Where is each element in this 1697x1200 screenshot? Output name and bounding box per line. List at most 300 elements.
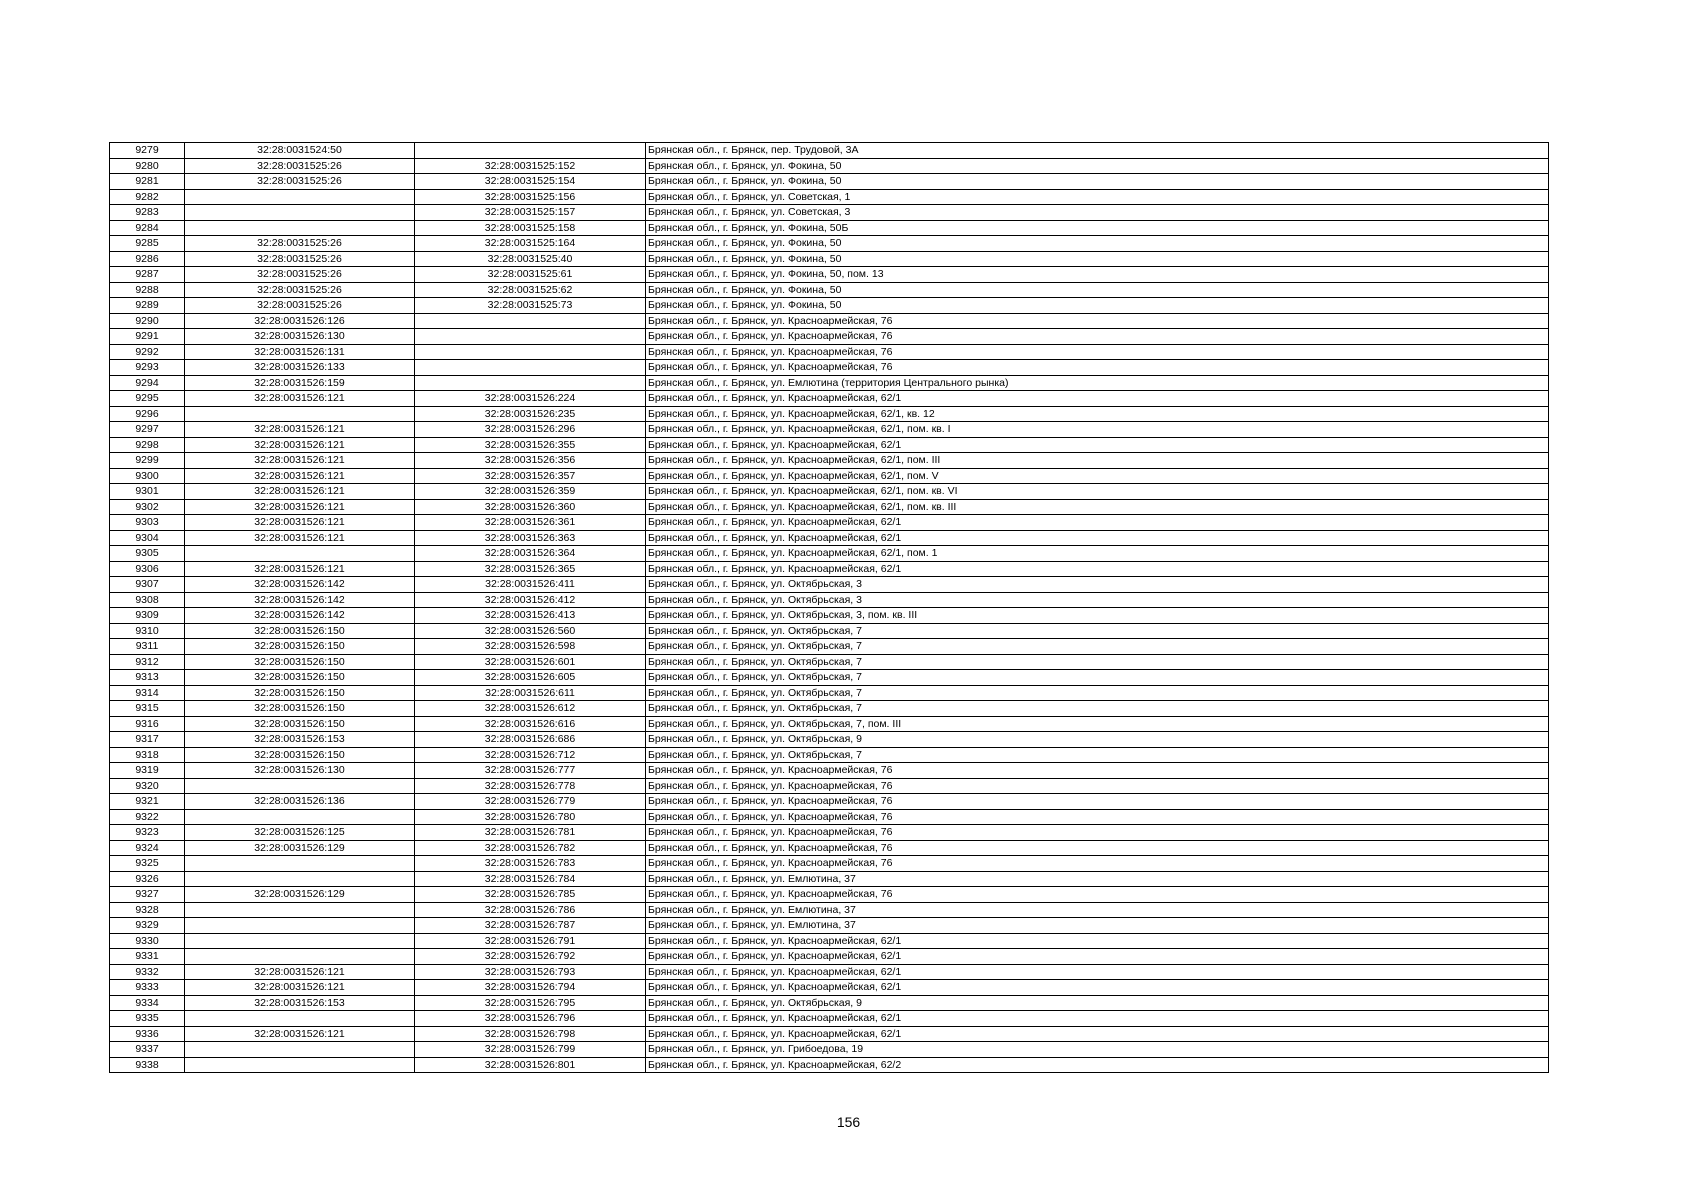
parent-cadastral-number-cell: 32:28:0031526:150 bbox=[185, 747, 415, 763]
table-row bbox=[110, 313, 1549, 329]
table-row bbox=[110, 158, 1549, 174]
table-row bbox=[110, 422, 1549, 438]
parent-cadastral-number-cell bbox=[185, 205, 415, 221]
address-cell: Брянская обл., г. Брянск, ул. Красноармейская, 76 bbox=[646, 329, 1549, 345]
address-cell: Брянская обл., г. Брянск, ул. Красноармейская, 62/1 bbox=[646, 515, 1549, 531]
table-row bbox=[110, 918, 1549, 934]
page-number: 156 bbox=[836, 1114, 861, 1130]
address-cell: Брянская обл., г. Брянск, ул. Октябрьская, 3, пом. кв. III bbox=[646, 608, 1549, 624]
address-cell: Брянская обл., г. Брянск, ул. Красноармейская, 76 bbox=[646, 825, 1549, 841]
table-row bbox=[110, 344, 1549, 360]
parent-cadastral-number-cell: 32:28:0031526:153 bbox=[185, 995, 415, 1011]
table-row bbox=[110, 995, 1549, 1011]
table-row bbox=[110, 251, 1549, 267]
address-cell: Брянская обл., г. Брянск, ул. Красноармейская, 62/2 bbox=[646, 1057, 1549, 1073]
cadastral-number-cell: 32:28:0031526:786 bbox=[415, 902, 646, 918]
cadastral-number-cell: 32:28:0031526:792 bbox=[415, 949, 646, 965]
parent-cadastral-number-cell: 32:28:0031526:125 bbox=[185, 825, 415, 841]
table-row bbox=[110, 499, 1549, 515]
row-number-cell: 9292 bbox=[110, 344, 185, 360]
table-row bbox=[110, 716, 1549, 732]
address-cell: Брянская обл., г. Брянск, ул. Октябрьская, 7 bbox=[646, 623, 1549, 639]
cadastral-number-cell: 32:28:0031526:616 bbox=[415, 716, 646, 732]
parent-cadastral-number-cell bbox=[185, 406, 415, 422]
cadastral-number-cell: 32:28:0031526:235 bbox=[415, 406, 646, 422]
row-number-cell: 9324 bbox=[110, 840, 185, 856]
cadastral-number-cell: 32:28:0031526:787 bbox=[415, 918, 646, 934]
address-cell: Брянская обл., г. Брянск, ул. Красноармейская, 62/1 bbox=[646, 391, 1549, 407]
cadastral-number-cell bbox=[415, 344, 646, 360]
row-number-cell: 9293 bbox=[110, 360, 185, 376]
row-number-cell: 9289 bbox=[110, 298, 185, 314]
row-number-cell: 9326 bbox=[110, 871, 185, 887]
cadastral-number-cell: 32:28:0031525:73 bbox=[415, 298, 646, 314]
row-number-cell: 9335 bbox=[110, 1011, 185, 1027]
parent-cadastral-number-cell: 32:28:0031526:150 bbox=[185, 623, 415, 639]
cadastral-number-cell: 32:28:0031526:780 bbox=[415, 809, 646, 825]
address-cell: Брянская обл., г. Брянск, ул. Красноармейская, 76 bbox=[646, 887, 1549, 903]
cadastral-number-cell: 32:28:0031525:156 bbox=[415, 189, 646, 205]
table-row bbox=[110, 282, 1549, 298]
row-number-cell: 9281 bbox=[110, 174, 185, 190]
parent-cadastral-number-cell: 32:28:0031526:121 bbox=[185, 561, 415, 577]
table-row bbox=[110, 143, 1549, 159]
parent-cadastral-number-cell: 32:28:0031526:130 bbox=[185, 329, 415, 345]
parent-cadastral-number-cell: 32:28:0031526:159 bbox=[185, 375, 415, 391]
parent-cadastral-number-cell: 32:28:0031526:142 bbox=[185, 608, 415, 624]
cadastral-number-cell: 32:28:0031526:798 bbox=[415, 1026, 646, 1042]
parent-cadastral-number-cell: 32:28:0031525:26 bbox=[185, 174, 415, 190]
parent-cadastral-number-cell: 32:28:0031525:26 bbox=[185, 158, 415, 174]
table-row bbox=[110, 329, 1549, 345]
row-number-cell: 9283 bbox=[110, 205, 185, 221]
row-number-cell: 9325 bbox=[110, 856, 185, 872]
parent-cadastral-number-cell: 32:28:0031526:121 bbox=[185, 391, 415, 407]
row-number-cell: 9334 bbox=[110, 995, 185, 1011]
cadastral-number-cell: 32:28:0031526:686 bbox=[415, 732, 646, 748]
row-number-cell: 9306 bbox=[110, 561, 185, 577]
row-number-cell: 9320 bbox=[110, 778, 185, 794]
address-cell: Брянская обл., г. Брянск, ул. Октябрьская, 7 bbox=[646, 685, 1549, 701]
cadastral-number-cell: 32:28:0031526:791 bbox=[415, 933, 646, 949]
row-number-cell: 9282 bbox=[110, 189, 185, 205]
address-cell: Брянская обл., г. Брянск, ул. Фокина, 50, пом. 13 bbox=[646, 267, 1549, 283]
parent-cadastral-number-cell: 32:28:0031525:26 bbox=[185, 236, 415, 252]
table-row bbox=[110, 840, 1549, 856]
address-cell: Брянская обл., г. Брянск, ул. Красноармейская, 62/1 bbox=[646, 1011, 1549, 1027]
table-row bbox=[110, 1057, 1549, 1073]
parent-cadastral-number-cell bbox=[185, 778, 415, 794]
table-row bbox=[110, 685, 1549, 701]
parent-cadastral-number-cell: 32:28:0031525:26 bbox=[185, 267, 415, 283]
parent-cadastral-number-cell: 32:28:0031525:26 bbox=[185, 298, 415, 314]
address-cell: Брянская обл., г. Брянск, ул. Октябрьская, 7 bbox=[646, 654, 1549, 670]
row-number-cell: 9316 bbox=[110, 716, 185, 732]
address-cell: Брянская обл., г. Брянск, ул. Фокина, 50 bbox=[646, 158, 1549, 174]
address-cell: Брянская обл., г. Брянск, ул. Красноармейская, 62/1, пом. III bbox=[646, 453, 1549, 469]
row-number-cell: 9331 bbox=[110, 949, 185, 965]
cadastral-number-cell: 32:28:0031526:601 bbox=[415, 654, 646, 670]
table-row bbox=[110, 468, 1549, 484]
address-cell: Брянская обл., г. Брянск, ул. Емлютина, 37 bbox=[646, 902, 1549, 918]
row-number-cell: 9311 bbox=[110, 639, 185, 655]
row-number-cell: 9295 bbox=[110, 391, 185, 407]
cadastral-number-cell: 32:28:0031526:413 bbox=[415, 608, 646, 624]
row-number-cell: 9291 bbox=[110, 329, 185, 345]
parent-cadastral-number-cell bbox=[185, 933, 415, 949]
row-number-cell: 9300 bbox=[110, 468, 185, 484]
address-cell: Брянская обл., г. Брянск, ул. Красноармейская, 62/1 bbox=[646, 530, 1549, 546]
row-number-cell: 9312 bbox=[110, 654, 185, 670]
address-cell: Брянская обл., г. Брянск, ул. Красноармейская, 76 bbox=[646, 840, 1549, 856]
row-number-cell: 9288 bbox=[110, 282, 185, 298]
cadastral-number-cell bbox=[415, 313, 646, 329]
parent-cadastral-number-cell: 32:28:0031526:121 bbox=[185, 468, 415, 484]
table-row bbox=[110, 639, 1549, 655]
row-number-cell: 9296 bbox=[110, 406, 185, 422]
parent-cadastral-number-cell: 32:28:0031526:121 bbox=[185, 515, 415, 531]
parent-cadastral-number-cell bbox=[185, 220, 415, 236]
table-row bbox=[110, 375, 1549, 391]
table-row bbox=[110, 732, 1549, 748]
cadastral-number-cell: 32:28:0031525:154 bbox=[415, 174, 646, 190]
address-cell: Брянская обл., г. Брянск, ул. Фокина, 50 bbox=[646, 174, 1549, 190]
cadastral-number-cell: 32:28:0031526:363 bbox=[415, 530, 646, 546]
parent-cadastral-number-cell: 32:28:0031525:26 bbox=[185, 251, 415, 267]
cadastral-number-cell: 32:28:0031526:784 bbox=[415, 871, 646, 887]
row-number-cell: 9298 bbox=[110, 437, 185, 453]
table-row bbox=[110, 1026, 1549, 1042]
table-row bbox=[110, 809, 1549, 825]
cadastral-number-cell bbox=[415, 360, 646, 376]
address-cell: Брянская обл., г. Брянск, ул. Октябрьская, 9 bbox=[646, 995, 1549, 1011]
cadastral-number-cell: 32:28:0031526:796 bbox=[415, 1011, 646, 1027]
parent-cadastral-number-cell bbox=[185, 902, 415, 918]
address-cell: Брянская обл., г. Брянск, ул. Красноармейская, 76 bbox=[646, 778, 1549, 794]
address-cell: Брянская обл., г. Брянск, ул. Красноармейская, 76 bbox=[646, 313, 1549, 329]
row-number-cell: 9330 bbox=[110, 933, 185, 949]
address-cell: Брянская обл., г. Брянск, ул. Емлютина, 37 bbox=[646, 871, 1549, 887]
address-cell: Брянская обл., г. Брянск, ул. Красноармейская, 76 bbox=[646, 763, 1549, 779]
cadastral-number-cell: 32:28:0031526:364 bbox=[415, 546, 646, 562]
address-cell: Брянская обл., г. Брянск, ул. Красноармейская, 62/1, пом. кв. VI bbox=[646, 484, 1549, 500]
parent-cadastral-number-cell bbox=[185, 809, 415, 825]
table-row bbox=[110, 871, 1549, 887]
row-number-cell: 9313 bbox=[110, 670, 185, 686]
table-row bbox=[110, 949, 1549, 965]
cadastral-number-cell: 32:28:0031526:356 bbox=[415, 453, 646, 469]
parent-cadastral-number-cell: 32:28:0031526:129 bbox=[185, 840, 415, 856]
parent-cadastral-number-cell: 32:28:0031526:121 bbox=[185, 964, 415, 980]
cadastral-number-cell: 32:28:0031526:361 bbox=[415, 515, 646, 531]
cadastral-number-cell: 32:28:0031526:360 bbox=[415, 499, 646, 515]
table-row bbox=[110, 561, 1549, 577]
row-number-cell: 9285 bbox=[110, 236, 185, 252]
table-row bbox=[110, 1011, 1549, 1027]
row-number-cell: 9338 bbox=[110, 1057, 185, 1073]
address-cell: Брянская обл., г. Брянск, ул. Красноармейская, 62/1, пом. кв. III bbox=[646, 499, 1549, 515]
parent-cadastral-number-cell: 32:28:0031526:130 bbox=[185, 763, 415, 779]
cadastral-number-cell: 32:28:0031526:296 bbox=[415, 422, 646, 438]
cadastral-number-cell: 32:28:0031526:411 bbox=[415, 577, 646, 593]
cadastral-number-cell: 32:28:0031526:782 bbox=[415, 840, 646, 856]
parent-cadastral-number-cell: 32:28:0031524:50 bbox=[185, 143, 415, 159]
table-row bbox=[110, 453, 1549, 469]
address-cell: Брянская обл., г. Брянск, ул. Октябрьская, 3 bbox=[646, 592, 1549, 608]
parent-cadastral-number-cell: 32:28:0031526:121 bbox=[185, 499, 415, 515]
row-number-cell: 9314 bbox=[110, 685, 185, 701]
parent-cadastral-number-cell: 32:28:0031526:153 bbox=[185, 732, 415, 748]
row-number-cell: 9290 bbox=[110, 313, 185, 329]
table-row bbox=[110, 298, 1549, 314]
row-number-cell: 9304 bbox=[110, 530, 185, 546]
row-number-cell: 9299 bbox=[110, 453, 185, 469]
address-cell: Брянская обл., г. Брянск, ул. Красноармейская, 62/1, пом. кв. I bbox=[646, 422, 1549, 438]
table-row bbox=[110, 174, 1549, 190]
parent-cadastral-number-cell: 32:28:0031526:136 bbox=[185, 794, 415, 810]
address-cell: Брянская обл., г. Брянск, ул. Красноармейская, 62/1 bbox=[646, 980, 1549, 996]
row-number-cell: 9332 bbox=[110, 964, 185, 980]
table-row bbox=[110, 220, 1549, 236]
parent-cadastral-number-cell bbox=[185, 1057, 415, 1073]
cadastral-number-cell: 32:28:0031526:365 bbox=[415, 561, 646, 577]
cadastral-number-cell: 32:28:0031526:779 bbox=[415, 794, 646, 810]
cadastral-number-cell: 32:28:0031526:224 bbox=[415, 391, 646, 407]
parent-cadastral-number-cell: 32:28:0031526:121 bbox=[185, 530, 415, 546]
row-number-cell: 9327 bbox=[110, 887, 185, 903]
table-row bbox=[110, 670, 1549, 686]
parent-cadastral-number-cell: 32:28:0031526:121 bbox=[185, 1026, 415, 1042]
cadastral-number-cell: 32:28:0031525:62 bbox=[415, 282, 646, 298]
address-cell: Брянская обл., г. Брянск, ул. Красноармейская, 62/1 bbox=[646, 561, 1549, 577]
table-row bbox=[110, 887, 1549, 903]
parent-cadastral-number-cell bbox=[185, 918, 415, 934]
address-cell: Брянская обл., г. Брянск, ул. Советская, 1 bbox=[646, 189, 1549, 205]
parent-cadastral-number-cell: 32:28:0031526:150 bbox=[185, 716, 415, 732]
table-row bbox=[110, 825, 1549, 841]
row-number-cell: 9322 bbox=[110, 809, 185, 825]
address-cell: Брянская обл., г. Брянск, ул. Фокина, 50 bbox=[646, 251, 1549, 267]
table-row bbox=[110, 236, 1549, 252]
table-row bbox=[110, 437, 1549, 453]
cadastral-number-cell: 32:28:0031525:61 bbox=[415, 267, 646, 283]
row-number-cell: 9329 bbox=[110, 918, 185, 934]
address-cell: Брянская обл., г. Брянск, ул. Грибоедова, 19 bbox=[646, 1042, 1549, 1058]
parent-cadastral-number-cell: 32:28:0031525:26 bbox=[185, 282, 415, 298]
row-number-cell: 9333 bbox=[110, 980, 185, 996]
address-cell: Брянская обл., г. Брянск, ул. Октябрьская, 7 bbox=[646, 670, 1549, 686]
address-cell: Брянская обл., г. Брянск, ул. Красноармейская, 62/1, пом. 1 bbox=[646, 546, 1549, 562]
address-cell: Брянская обл., г. Брянск, ул. Фокина, 50 bbox=[646, 236, 1549, 252]
table-row bbox=[110, 856, 1549, 872]
address-cell: Брянская обл., г. Брянск, ул. Красноармейская, 62/1 bbox=[646, 437, 1549, 453]
row-number-cell: 9297 bbox=[110, 422, 185, 438]
address-cell: Брянская обл., г. Брянск, ул. Советская, 3 bbox=[646, 205, 1549, 221]
cadastral-number-cell: 32:28:0031526:785 bbox=[415, 887, 646, 903]
parent-cadastral-number-cell: 32:28:0031526:121 bbox=[185, 437, 415, 453]
table-row bbox=[110, 267, 1549, 283]
cadastral-number-cell: 32:28:0031526:795 bbox=[415, 995, 646, 1011]
parent-cadastral-number-cell: 32:28:0031526:133 bbox=[185, 360, 415, 376]
row-number-cell: 9294 bbox=[110, 375, 185, 391]
cadastral-number-cell: 32:28:0031526:781 bbox=[415, 825, 646, 841]
row-number-cell: 9284 bbox=[110, 220, 185, 236]
address-cell: Брянская обл., г. Брянск, ул. Октябрьская, 7, пом. III bbox=[646, 716, 1549, 732]
row-number-cell: 9301 bbox=[110, 484, 185, 500]
row-number-cell: 9286 bbox=[110, 251, 185, 267]
address-cell: Брянская обл., г. Брянск, ул. Красноармейская, 76 bbox=[646, 794, 1549, 810]
address-cell: Брянская обл., г. Брянск, ул. Красноармейская, 62/1 bbox=[646, 933, 1549, 949]
parent-cadastral-number-cell bbox=[185, 871, 415, 887]
address-cell: Брянская обл., г. Брянск, ул. Красноармейская, 62/1, кв. 12 bbox=[646, 406, 1549, 422]
table-row bbox=[110, 577, 1549, 593]
address-cell: Брянская обл., г. Брянск, ул. Емлютина, 37 bbox=[646, 918, 1549, 934]
table-row bbox=[110, 654, 1549, 670]
table-row bbox=[110, 530, 1549, 546]
cadastral-number-cell: 32:28:0031526:801 bbox=[415, 1057, 646, 1073]
row-number-cell: 9303 bbox=[110, 515, 185, 531]
table-row bbox=[110, 778, 1549, 794]
address-cell: Брянская обл., г. Брянск, ул. Фокина, 50Б bbox=[646, 220, 1549, 236]
parent-cadastral-number-cell: 32:28:0031526:150 bbox=[185, 701, 415, 717]
parent-cadastral-number-cell: 32:28:0031526:121 bbox=[185, 980, 415, 996]
cadastral-number-cell: 32:28:0031525:40 bbox=[415, 251, 646, 267]
cadastral-number-cell: 32:28:0031526:612 bbox=[415, 701, 646, 717]
parent-cadastral-number-cell: 32:28:0031526:121 bbox=[185, 453, 415, 469]
cadastral-number-cell: 32:28:0031526:778 bbox=[415, 778, 646, 794]
address-cell: Брянская обл., г. Брянск, ул. Октябрьская, 7 bbox=[646, 701, 1549, 717]
address-cell: Брянская обл., г. Брянск, ул. Октябрьская, 7 bbox=[646, 747, 1549, 763]
cadastral-number-cell: 32:28:0031526:793 bbox=[415, 964, 646, 980]
parent-cadastral-number-cell bbox=[185, 949, 415, 965]
address-cell: Брянская обл., г. Брянск, ул. Красноармейская, 76 bbox=[646, 344, 1549, 360]
address-cell: Брянская обл., г. Брянск, ул. Красноармейская, 76 bbox=[646, 360, 1549, 376]
row-number-cell: 9319 bbox=[110, 763, 185, 779]
cadastral-number-cell bbox=[415, 329, 646, 345]
row-number-cell: 9305 bbox=[110, 546, 185, 562]
parent-cadastral-number-cell bbox=[185, 856, 415, 872]
row-number-cell: 9315 bbox=[110, 701, 185, 717]
parent-cadastral-number-cell: 32:28:0031526:129 bbox=[185, 887, 415, 903]
registry-table bbox=[109, 142, 1549, 1073]
address-cell: Брянская обл., г. Брянск, ул. Фокина, 50 bbox=[646, 282, 1549, 298]
cadastral-number-cell: 32:28:0031526:412 bbox=[415, 592, 646, 608]
parent-cadastral-number-cell: 32:28:0031526:131 bbox=[185, 344, 415, 360]
row-number-cell: 9337 bbox=[110, 1042, 185, 1058]
row-number-cell: 9287 bbox=[110, 267, 185, 283]
table-row bbox=[110, 515, 1549, 531]
registry-table-body bbox=[110, 143, 1549, 1073]
cadastral-number-cell: 32:28:0031526:712 bbox=[415, 747, 646, 763]
address-cell: Брянская обл., г. Брянск, ул. Красноармейская, 62/1 bbox=[646, 1026, 1549, 1042]
address-cell: Брянская обл., г. Брянск, ул. Октябрьская, 9 bbox=[646, 732, 1549, 748]
table-row bbox=[110, 391, 1549, 407]
table-row bbox=[110, 608, 1549, 624]
address-cell: Брянская обл., г. Брянск, ул. Емлютина (территория Центрального рынка) bbox=[646, 375, 1549, 391]
parent-cadastral-number-cell: 32:28:0031526:150 bbox=[185, 670, 415, 686]
parent-cadastral-number-cell: 32:28:0031526:121 bbox=[185, 422, 415, 438]
row-number-cell: 9318 bbox=[110, 747, 185, 763]
table-row bbox=[110, 964, 1549, 980]
address-cell: Брянская обл., г. Брянск, ул. Красноармейская, 76 bbox=[646, 856, 1549, 872]
cadastral-number-cell: 32:28:0031526:794 bbox=[415, 980, 646, 996]
row-number-cell: 9317 bbox=[110, 732, 185, 748]
table-row bbox=[110, 794, 1549, 810]
table-row bbox=[110, 623, 1549, 639]
table-row bbox=[110, 1042, 1549, 1058]
cadastral-number-cell: 32:28:0031525:164 bbox=[415, 236, 646, 252]
table-row bbox=[110, 189, 1549, 205]
row-number-cell: 9307 bbox=[110, 577, 185, 593]
cadastral-number-cell bbox=[415, 375, 646, 391]
cadastral-number-cell: 32:28:0031526:777 bbox=[415, 763, 646, 779]
cadastral-number-cell: 32:28:0031526:357 bbox=[415, 468, 646, 484]
row-number-cell: 9336 bbox=[110, 1026, 185, 1042]
row-number-cell: 9323 bbox=[110, 825, 185, 841]
parent-cadastral-number-cell: 32:28:0031526:142 bbox=[185, 577, 415, 593]
address-cell: Брянская обл., г. Брянск, ул. Красноармейская, 62/1 bbox=[646, 949, 1549, 965]
table-row bbox=[110, 933, 1549, 949]
table-row bbox=[110, 902, 1549, 918]
address-cell: Брянская обл., г. Брянск, ул. Красноармейская, 76 bbox=[646, 809, 1549, 825]
table-row bbox=[110, 360, 1549, 376]
cadastral-number-cell: 32:28:0031526:560 bbox=[415, 623, 646, 639]
row-number-cell: 9310 bbox=[110, 623, 185, 639]
cadastral-number-cell: 32:28:0031526:783 bbox=[415, 856, 646, 872]
table-row bbox=[110, 747, 1549, 763]
address-cell: Брянская обл., г. Брянск, ул. Красноармейская, 62/1 bbox=[646, 964, 1549, 980]
row-number-cell: 9302 bbox=[110, 499, 185, 515]
parent-cadastral-number-cell bbox=[185, 1042, 415, 1058]
cadastral-number-cell: 32:28:0031525:157 bbox=[415, 205, 646, 221]
cadastral-number-cell: 32:28:0031526:598 bbox=[415, 639, 646, 655]
parent-cadastral-number-cell: 32:28:0031526:121 bbox=[185, 484, 415, 500]
table-row bbox=[110, 484, 1549, 500]
parent-cadastral-number-cell: 32:28:0031526:150 bbox=[185, 654, 415, 670]
parent-cadastral-number-cell bbox=[185, 546, 415, 562]
table-row bbox=[110, 980, 1549, 996]
cadastral-number-cell bbox=[415, 143, 646, 159]
cadastral-number-cell: 32:28:0031525:152 bbox=[415, 158, 646, 174]
parent-cadastral-number-cell: 32:28:0031526:142 bbox=[185, 592, 415, 608]
address-cell: Брянская обл., г. Брянск, ул. Фокина, 50 bbox=[646, 298, 1549, 314]
cadastral-number-cell: 32:28:0031526:355 bbox=[415, 437, 646, 453]
cadastral-number-cell: 32:28:0031526:611 bbox=[415, 685, 646, 701]
row-number-cell: 9279 bbox=[110, 143, 185, 159]
cadastral-number-cell: 32:28:0031526:605 bbox=[415, 670, 646, 686]
row-number-cell: 9308 bbox=[110, 592, 185, 608]
address-cell: Брянская обл., г. Брянск, пер. Трудовой, 3А bbox=[646, 143, 1549, 159]
row-number-cell: 9321 bbox=[110, 794, 185, 810]
address-cell: Брянская обл., г. Брянск, ул. Октябрьская, 3 bbox=[646, 577, 1549, 593]
parent-cadastral-number-cell: 32:28:0031526:126 bbox=[185, 313, 415, 329]
cadastral-number-cell: 32:28:0031526:359 bbox=[415, 484, 646, 500]
table-row bbox=[110, 763, 1549, 779]
address-cell: Брянская обл., г. Брянск, ул. Октябрьская, 7 bbox=[646, 639, 1549, 655]
table-row bbox=[110, 592, 1549, 608]
address-cell: Брянская обл., г. Брянск, ул. Красноармейская, 62/1, пом. V bbox=[646, 468, 1549, 484]
parent-cadastral-number-cell: 32:28:0031526:150 bbox=[185, 639, 415, 655]
row-number-cell: 9328 bbox=[110, 902, 185, 918]
row-number-cell: 9309 bbox=[110, 608, 185, 624]
table-row bbox=[110, 205, 1549, 221]
table-row bbox=[110, 546, 1549, 562]
row-number-cell: 9280 bbox=[110, 158, 185, 174]
parent-cadastral-number-cell bbox=[185, 1011, 415, 1027]
cadastral-number-cell: 32:28:0031526:799 bbox=[415, 1042, 646, 1058]
table-row bbox=[110, 406, 1549, 422]
cadastral-number-cell: 32:28:0031525:158 bbox=[415, 220, 646, 236]
